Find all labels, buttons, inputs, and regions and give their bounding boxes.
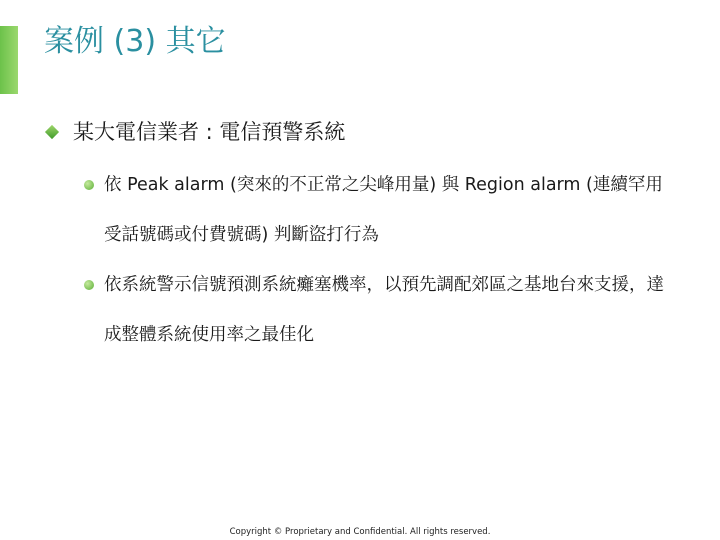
title-accent-bar <box>0 26 18 94</box>
diamond-bullet-icon <box>45 125 59 139</box>
copyright-footer: Copyright © Proprietary and Confidential. All rights reserved. <box>229 527 491 537</box>
round-bullet-icon <box>84 180 94 190</box>
sub-bullet-text: 依系統警示信號預測系統癱塞機率，以預先調配郊區之基地台來支援，達成整體系統使用率之最佳化 <box>104 275 664 345</box>
sub-bullet-peak-alarm <box>84 172 674 260</box>
slide-title: 案例 (3) 其它 <box>44 24 226 59</box>
sub-bullet-text: 依 Peak alarm (突來的不正常之尖峰用量) 與 Region alarm (連續罕用受話號碼或付費號碼) 判斷盜打行為 <box>104 175 663 245</box>
round-bullet-icon <box>84 280 94 290</box>
bullet-level1 <box>44 118 345 146</box>
bullet-level1-text: 某大電信業者 : 電信預警系統 <box>73 120 346 144</box>
sub-bullet-prediction <box>84 272 674 360</box>
